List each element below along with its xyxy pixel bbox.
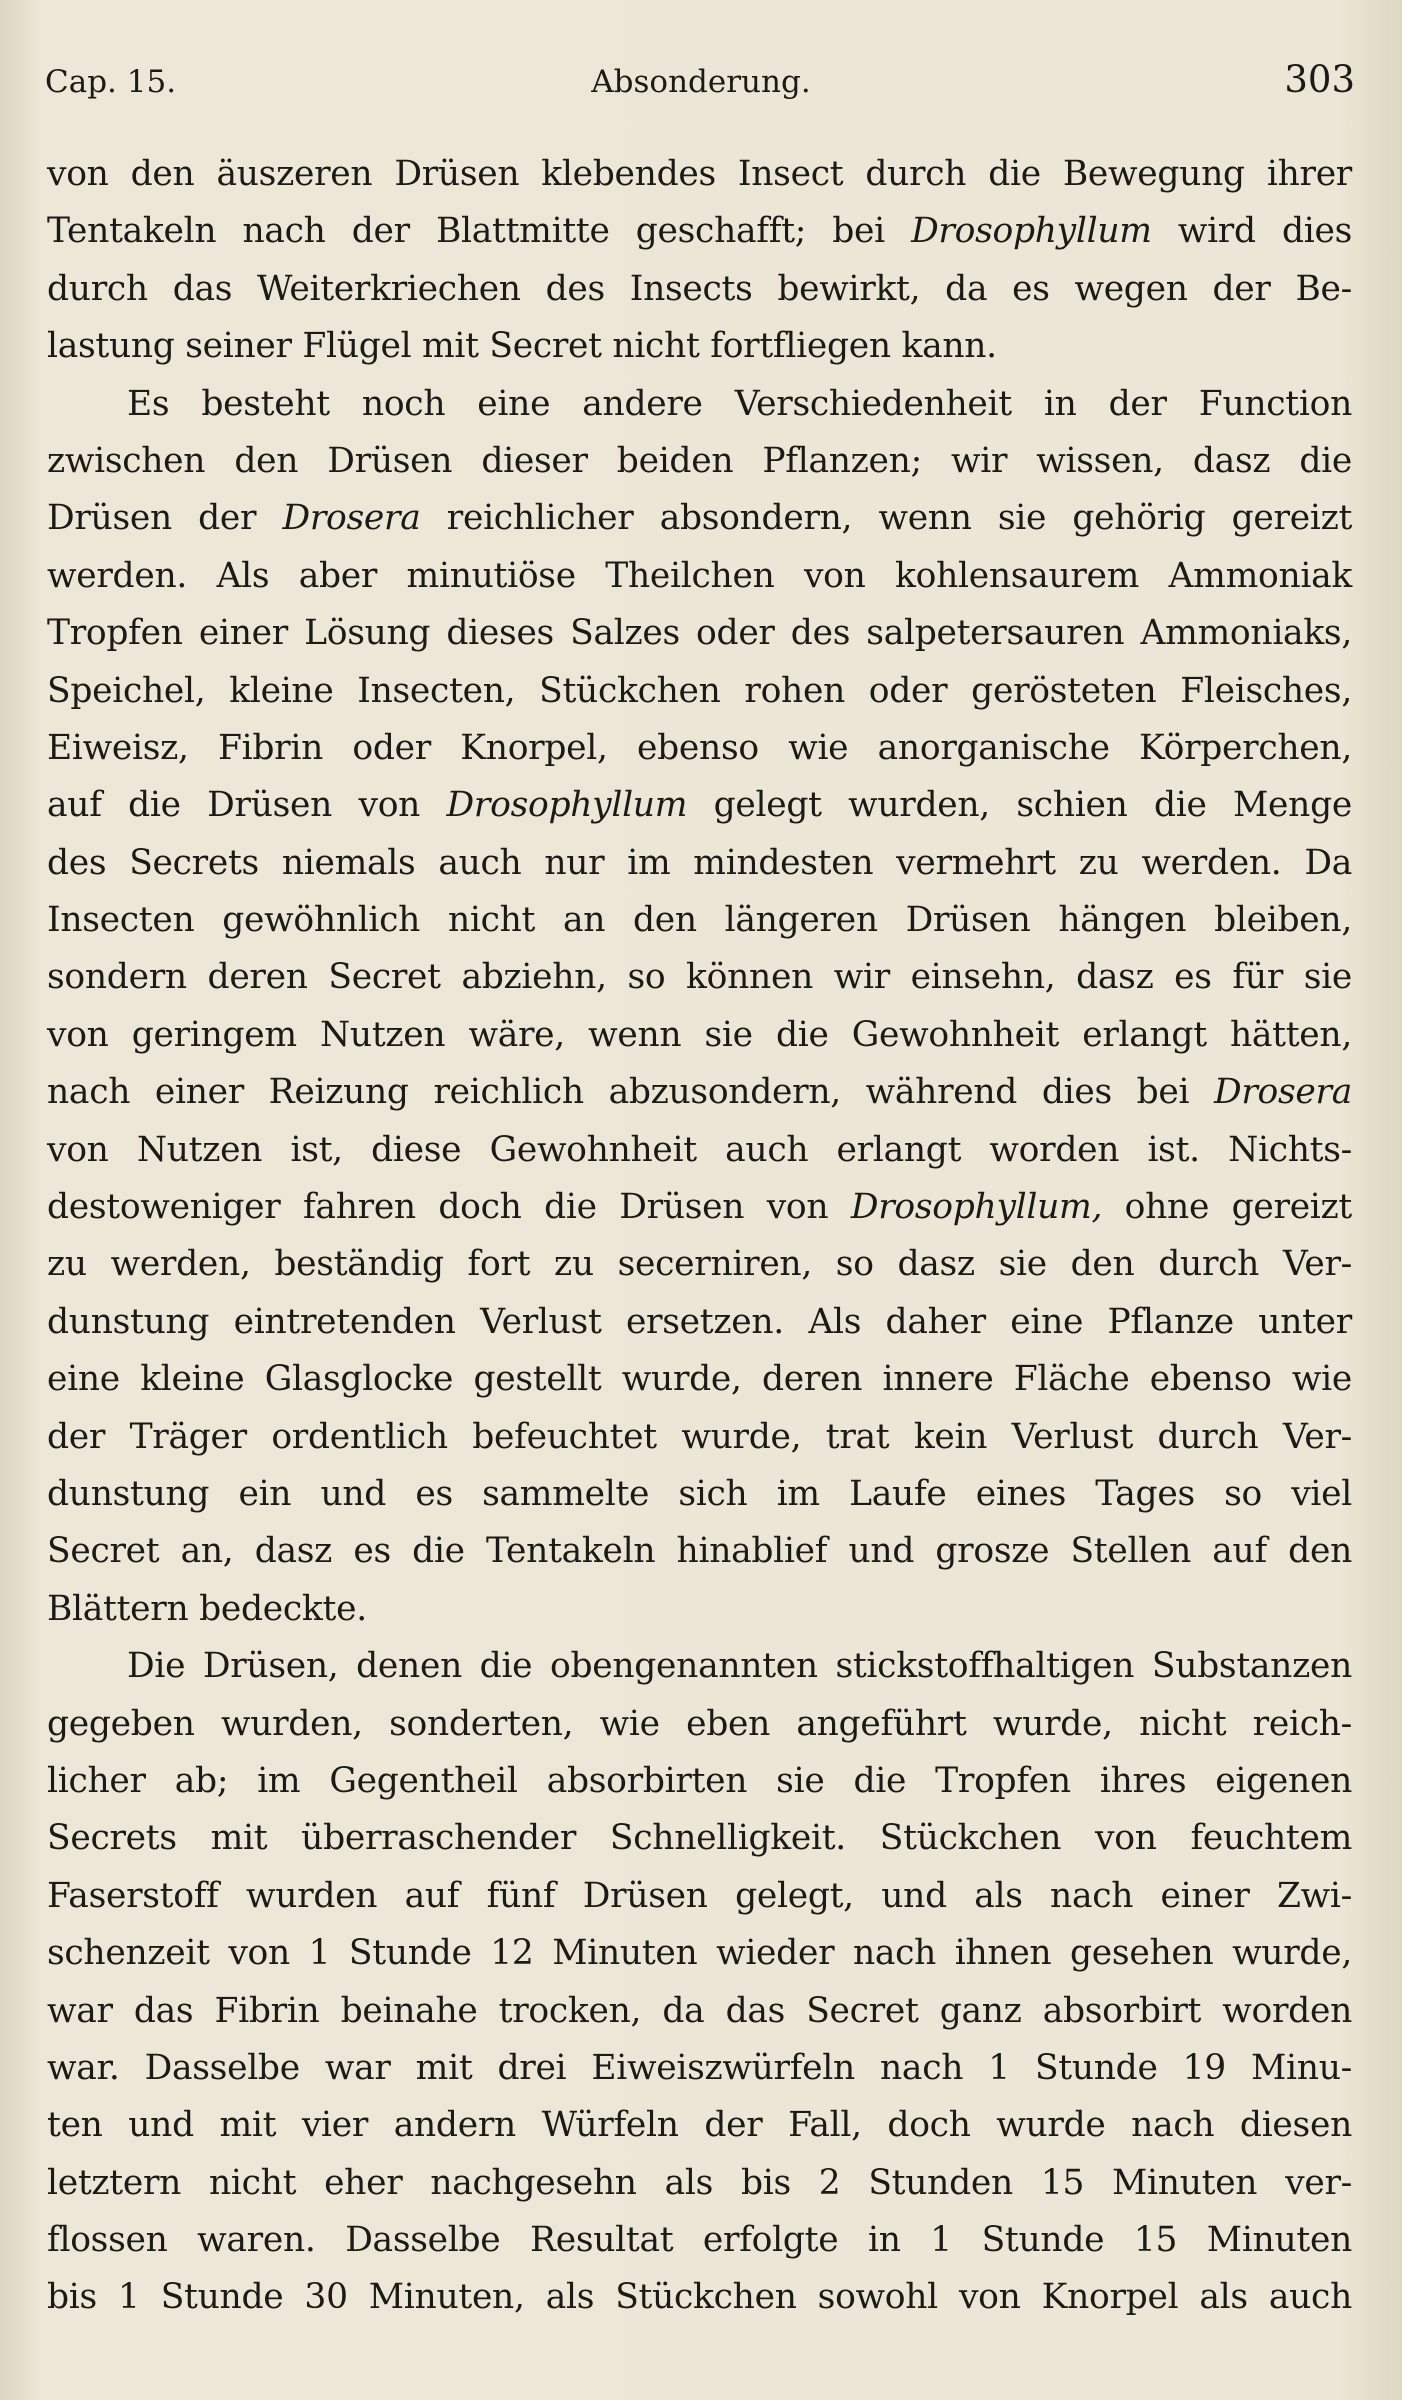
running-head: [45, 58, 1357, 114]
line-text: Secret an, dasz es die Tentakeln hinablief und grosze Stellen auf den: [47, 1531, 1352, 1572]
text-line: [47, 1064, 1352, 1121]
line-text: Speichel, kleine Insecten, Stückchen rohen oder gerösteten Fleisches,: [47, 670, 1352, 711]
line-text: werden. Als aber minutiöse Theilchen von kohlensaurem Ammoniak: [47, 555, 1352, 596]
paragraph: [47, 1638, 1352, 2327]
text-line: [47, 1983, 1352, 2040]
line-text: ten und mit vier andern Würfeln der Fall, doch wurde nach diesen: [47, 2105, 1352, 2146]
italic-text: Drosophyllum,: [850, 1187, 1103, 1228]
text-line: [47, 1581, 1352, 1638]
text-line: [47, 433, 1352, 490]
line-text: bis 1 Stunde 30 Minuten, als Stückchen sowohl von Knorpel als auch: [47, 2277, 1352, 2318]
text-line: [47, 2155, 1352, 2212]
line-text: der Träger ordentlich befeuchtet wurde, trat kein Verlust durch Ver-: [47, 1416, 1352, 1457]
line-text: gegeben wurden, sonderten, wie eben angeführt wurde, nicht reich-: [47, 1703, 1352, 1744]
line-text: Blättern bedeckte.: [47, 1588, 367, 1629]
line-text: Tropfen einer Lösung dieses Salzes oder des salpetersauren Ammoniaks,: [47, 613, 1352, 654]
text-line: [47, 1236, 1352, 1293]
line-text: auf die Drüsen von: [47, 785, 447, 826]
text-line: [47, 1466, 1352, 1523]
text-line: [47, 490, 1352, 547]
text-line: [47, 2097, 1352, 2154]
line-text: des Secrets niemals auch nur im mindesten vermehrt zu werden. Da: [47, 842, 1352, 883]
line-text: Secrets mit überraschender Schnelligkeit. Stückchen von feuchtem: [47, 1818, 1352, 1859]
italic-text: Drosera: [282, 498, 421, 539]
text-line: [47, 1294, 1352, 1351]
paragraph: [47, 146, 1352, 376]
line-text: dunstung eintretenden Verlust ersetzen. Als daher eine Pflanze unter: [47, 1301, 1352, 1342]
text-line: [47, 1696, 1352, 1753]
line-text: Eiweisz, Fibrin oder Knorpel, ebenso wie anorganische Körperchen,: [47, 727, 1352, 768]
line-text: zwischen den Drüsen dieser beiden Pflanzen; wir wissen, dasz die: [47, 440, 1352, 481]
italic-text: Drosophyllum: [446, 785, 688, 826]
text-line: [47, 1351, 1352, 1408]
text-line: [47, 1179, 1352, 1236]
italic-text: Drosera: [1213, 1072, 1352, 1113]
line-text: letztern nicht eher nachgesehn als bis 2 Stunden 15 Minuten ver-: [47, 2162, 1352, 2203]
line-text: wird dies: [1151, 211, 1352, 252]
text-line: [47, 261, 1352, 318]
line-text: ohne gereizt: [1102, 1187, 1352, 1228]
line-text: zu werden, beständig fort zu secerniren, so dasz sie den durch Ver-: [47, 1244, 1352, 1285]
text-line: [47, 777, 1352, 834]
text-line: [47, 2212, 1352, 2269]
text-line: [47, 376, 1352, 433]
text-line: [47, 2040, 1352, 2097]
line-text: reichlicher absondern, wenn sie gehörig gereizt: [420, 498, 1353, 539]
text-line: [47, 1810, 1352, 1867]
text-line: [47, 605, 1352, 662]
line-text: durch das Weiterkriechen des Insects bewirkt, da es wegen der Be-: [47, 268, 1352, 309]
text-line: [47, 720, 1352, 777]
line-text: eine kleine Glasglocke gestellt wurde, deren innere Fläche ebenso wie: [47, 1359, 1352, 1400]
paragraph: [47, 376, 1352, 1639]
text-line: [47, 1638, 1352, 1695]
text-line: [47, 949, 1352, 1006]
line-text: von Nutzen ist, diese Gewohnheit auch erlangt worden ist. Nichts-: [47, 1129, 1352, 1170]
line-text: licher ab; im Gegentheil absorbirten sie die Tropfen ihres eigenen: [47, 1760, 1352, 1801]
text-line: [47, 203, 1352, 260]
line-text: schenzeit von 1 Stunde 12 Minuten wieder nach ihnen gesehen wurde,: [47, 1933, 1352, 1974]
text-line: [47, 548, 1352, 605]
text-line: [47, 1925, 1352, 1982]
text-line: [47, 1868, 1352, 1925]
text-line: [47, 1753, 1352, 1810]
text-line: [47, 2269, 1352, 2326]
text-line: [47, 892, 1352, 949]
line-text: Drüsen der: [47, 498, 283, 539]
text-line: [47, 146, 1352, 203]
line-text: Es besteht noch eine andere Verschiedenheit in der Function: [127, 383, 1352, 424]
line-text: Insecten gewöhnlich nicht an den längeren Drüsen hängen bleiben,: [47, 900, 1352, 941]
chapter-label: Cap. 15.: [45, 64, 177, 100]
text-line: [47, 1409, 1352, 1466]
line-text: destoweniger fahren doch die Drüsen von: [47, 1187, 851, 1228]
line-text: gelegt wurden, schien die Menge: [687, 785, 1352, 826]
text-line: [47, 1523, 1352, 1580]
line-text: sondern deren Secret abziehn, so können wir einsehn, dasz es für sie: [47, 957, 1352, 998]
line-text: nach einer Reizung reichlich abzusondern, während dies bei: [47, 1072, 1214, 1113]
text-line: [47, 1122, 1352, 1179]
line-text: Die Drüsen, denen die obengenannten stickstoffhaltigen Substanzen: [127, 1646, 1352, 1687]
line-text: war das Fibrin beinahe trocken, da das Secret ganz absorbirt worden: [47, 1990, 1352, 2031]
text-line: [47, 663, 1352, 720]
line-text: lastung seiner Flügel mit Secret nicht fortfliegen kann.: [47, 326, 997, 367]
line-text: dunstung ein und es sammelte sich im Laufe eines Tages so viel: [47, 1473, 1352, 1514]
running-title: Absonderung.: [591, 64, 811, 100]
text-line: [47, 1007, 1352, 1064]
italic-text: Drosophyllum: [911, 211, 1152, 252]
page-number: 303: [1284, 58, 1355, 101]
line-text: von geringem Nutzen wäre, wenn sie die Gewohnheit erlangt hätten,: [47, 1014, 1352, 1055]
line-text: flossen waren. Dasselbe Resultat erfolgte in 1 Stunde 15 Minuten: [47, 2220, 1352, 2261]
text-line: [47, 318, 1352, 375]
line-text: Tentakeln nach der Blattmitte geschafft; bei: [47, 211, 912, 252]
line-text: war. Dasselbe war mit drei Eiweiszwürfeln nach 1 Stunde 19 Minu-: [47, 2047, 1352, 2088]
line-text: Faserstoff wurden auf fünf Drüsen gelegt, und als nach einer Zwi-: [47, 1875, 1352, 1916]
text-line: [47, 835, 1352, 892]
body-text: [47, 146, 1352, 2327]
line-text: von den äuszeren Drüsen klebendes Insect durch die Bewegung ihrer: [47, 154, 1352, 194]
